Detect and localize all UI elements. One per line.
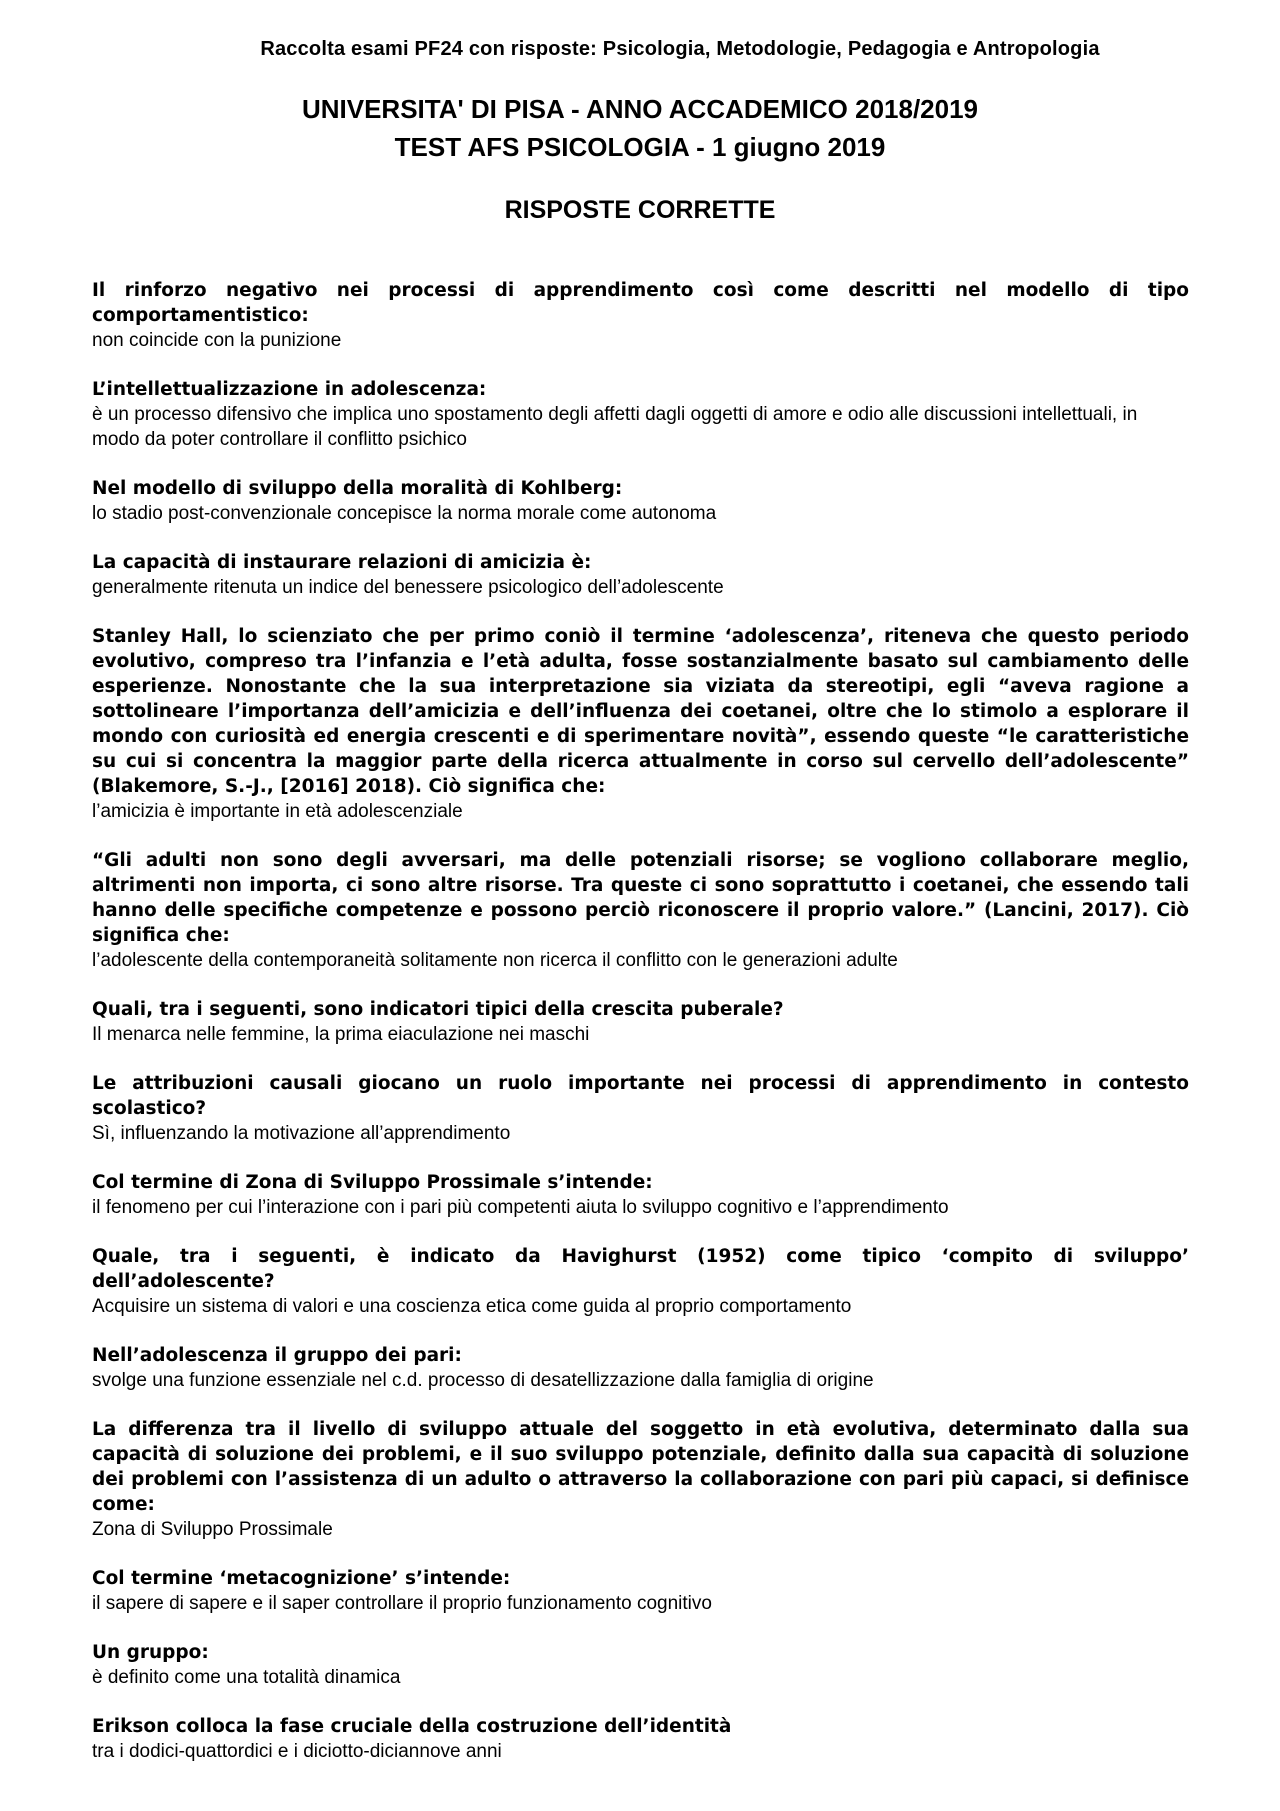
qa-item — [92, 377, 1189, 452]
title-university: UNIVERSITA' DI PISA - ANNO ACCADEMICO 2018/2019 — [301, 94, 979, 124]
answer: Acquisire un sistema di valori e una coscienza etica come guida al proprio comportamento — [92, 1296, 852, 1317]
question: Stanley Hall, lo scienziato che per primo coniò il termine ‘adolescenza’, riteneva che questo periodo evolutivo, compreso tra l’infanzia e l’età adulta, fosse sostanzialmente basato sul cambiamento delle esperienze. Nonostante che la sua interpretazione sia viziata da stereotipi, egli “aveva ragione a sottolineare l’importanza dell’amicizia e dell’influenza dei coetanei, oltre che lo stimolo a esplorare il mondo con curiosità ed energia crescenti e di sperimentare novità”, essendo queste “le caratteristiche su cui si concentra la maggior parte della ricerca attualmente in corso sul cervello dell’adolescente” (Blakemore, S.-J., [2016] 2018). Ciò significa che: — [92, 626, 1189, 797]
qa-item — [92, 848, 1189, 973]
answer: lo stadio post-convenzionale concepisce la norma morale come autonoma — [92, 503, 717, 524]
question: Nell’adolescenza il gruppo dei pari: — [92, 1345, 462, 1366]
answer: Il menarca nelle femmine, la prima eiaculazione nei maschi — [92, 1024, 590, 1045]
qa-item — [92, 550, 1189, 600]
question: “Gli adulti non sono degli avversari, ma delle potenziali risorse; se vogliono collaborare meglio, altrimenti non importa, ci sono altre risorse. Tra queste ci sono soprattutto i coetanei, che essendo tali hanno delle specifiche competenze e possono perciò riconoscere il proprio valore.” (Lancini, 2017). Ciò significa che: — [92, 850, 1189, 946]
question: Col termine ‘metacognizione’ s’intende: — [92, 1568, 511, 1589]
question: Un gruppo: — [92, 1642, 209, 1663]
title-test: TEST AFS PSICOLOGIA - 1 giugno 2019 — [394, 132, 886, 162]
title-block — [0, 90, 1280, 166]
answer: l’amicizia è importante in età adolescenziale — [92, 801, 463, 822]
answer: è definito come una totalità dinamica — [92, 1667, 401, 1688]
answer: non coincide con la punizione — [92, 330, 342, 351]
qa-item — [92, 1343, 1189, 1393]
answer: è un processo difensivo che implica uno spostamento degli affetti dagli oggetti di amore e odio alle discussioni intellettuali, in modo da poter controllare il conflitto psichico — [92, 404, 1138, 450]
question: La differenza tra il livello di sviluppo attuale del soggetto in età evolutiva, determinato dalla sua capacità di soluzione dei problemi, e il suo sviluppo potenziale, definito dalla sua capacità di soluzione dei problemi con l’assistenza di un adulto o attraverso la collaborazione con pari più capaci, si definisce come: — [92, 1419, 1189, 1515]
qa-item — [92, 476, 1189, 526]
qa-item — [92, 1244, 1189, 1319]
qa-item — [92, 1417, 1189, 1542]
answer: il sapere di sapere e il saper controllare il proprio funzionamento cognitivo — [92, 1593, 712, 1614]
answer: Sì, influenzando la motivazione all’apprendimento — [92, 1123, 511, 1144]
question: Col termine di Zona di Sviluppo Prossimale s’intende: — [92, 1172, 653, 1193]
qa-item — [92, 624, 1189, 824]
section-title: RISPOSTE CORRETTE — [504, 196, 776, 224]
answer: Zona di Sviluppo Prossimale — [92, 1519, 333, 1540]
question: Erikson colloca la fase cruciale della costruzione dell’identità — [92, 1716, 732, 1737]
answer: l’adolescente della contemporaneità solitamente non ricerca il conflitto con le generazioni adulte — [92, 950, 898, 971]
question: Le attribuzioni causali giocano un ruolo importante nei processi di apprendimento in contesto scolastico? — [92, 1073, 1189, 1119]
qa-item — [92, 1170, 1189, 1220]
qa-list — [92, 278, 1189, 1788]
question: Quale, tra i seguenti, è indicato da Havighurst (1952) come tipico ‘compito di sviluppo’ dell’adolescente? — [92, 1246, 1189, 1292]
page-header: Raccolta esami PF24 con risposte: Psicologia, Metodologie, Pedagogia e Antropologia — [260, 38, 1100, 60]
answer: generalmente ritenuta un indice del benessere psicologico dell’adolescente — [92, 577, 724, 598]
question: Quali, tra i seguenti, sono indicatori tipici della crescita puberale? — [92, 999, 784, 1020]
qa-item — [92, 278, 1189, 353]
question: La capacità di instaurare relazioni di amicizia è: — [92, 552, 592, 573]
answer: tra i dodici-quattordici e i diciotto-diciannove anni — [92, 1741, 502, 1762]
question: Il rinforzo negativo nei processi di apprendimento così come descritti nel modello di tipo comportamentistico: — [92, 280, 1189, 326]
question: L’intellettualizzazione in adolescenza: — [92, 379, 487, 400]
qa-item — [92, 1714, 1189, 1764]
qa-item — [92, 1566, 1189, 1616]
answer: svolge una funzione essenziale nel c.d. processo di desatellizzazione dalla famiglia di origine — [92, 1370, 874, 1391]
question: Nel modello di sviluppo della moralità di Kohlberg: — [92, 478, 623, 499]
qa-item — [92, 997, 1189, 1047]
qa-item — [92, 1640, 1189, 1690]
answer: il fenomeno per cui l’interazione con i pari più competenti aiuta lo sviluppo cognitivo e l’apprendimento — [92, 1197, 949, 1218]
qa-item — [92, 1071, 1189, 1146]
